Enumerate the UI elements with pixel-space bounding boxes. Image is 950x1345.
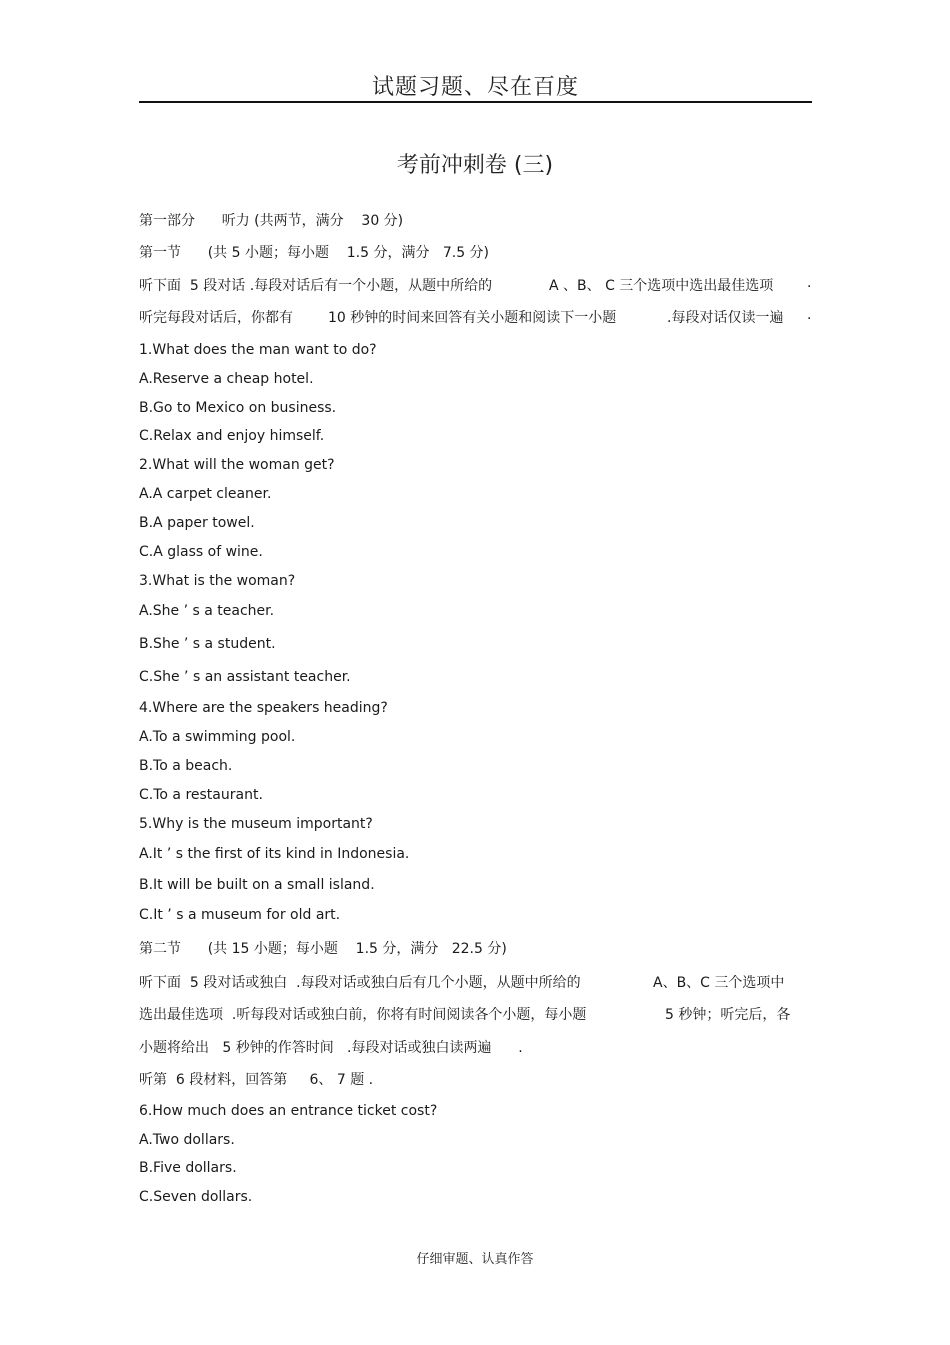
q1-option-a: A.Reserve a cheap hotel. [139, 371, 314, 387]
document-title: 考前冲刺卷 (三) [396, 153, 554, 178]
q1-option-b: B.Go to Mexico on business. [139, 400, 337, 416]
instruction-text: 5 秒钟；听完后，各 [665, 1007, 791, 1023]
instruction-text: 10 秒钟的时间来回答有关小题和阅读下一小题 [328, 310, 617, 326]
question-6: 6.How much does an entrance ticket cost? [139, 1103, 438, 1119]
instruction-text: 听完每段对话后，你都有 [139, 310, 293, 326]
section1-heading: 第一节 (共 5 小题；每小题 1.5 分，满分 7.5 分) [139, 245, 490, 261]
section2-instruction-line3: 小题将给出 5 秒钟的作答时间 .每段对话或独白读两遍 . [139, 1040, 523, 1056]
q3-option-c: C.She ’ s an assistant teacher. [139, 669, 351, 685]
q4-option-c: C.To a restaurant. [139, 787, 263, 803]
q2-option-c: C.A glass of wine. [139, 544, 263, 560]
q3-option-a: A.She ’ s a teacher. [139, 603, 275, 619]
page-footer: 仔细审题、认真作答 [416, 1252, 534, 1267]
q6-option-b: B.Five dollars. [139, 1160, 237, 1176]
question-4: 4.Where are the speakers heading? [139, 700, 388, 716]
question-1: 1.What does the man want to do? [139, 342, 377, 358]
instruction-text: 听下面 5 段对话 .每段对话后有一个小题，从题中所给的 [139, 278, 493, 294]
header-rule [139, 101, 812, 103]
question-5: 5.Why is the museum important? [139, 816, 373, 832]
q2-option-b: B.A paper towel. [139, 515, 255, 531]
page-header-title: 试题习题、尽在百度 [371, 75, 579, 100]
q5-option-c: C.It ’ s a museum for old art. [139, 907, 341, 923]
instruction-text: .每段对话仅读一遍 [667, 310, 784, 326]
instruction-text: . [807, 307, 812, 323]
instruction-text: . [807, 275, 812, 291]
q5-option-b: B.It will be built on a small island. [139, 877, 375, 893]
material-6-instruction: 听第 6 段材料，回答第 6、 7 题 . [139, 1072, 374, 1088]
part1-heading: 第一部分 听力 (共两节，满分 30 分) [139, 213, 404, 229]
q1-option-c: C.Relax and enjoy himself. [139, 428, 325, 444]
q6-option-c: C.Seven dollars. [139, 1189, 253, 1205]
q2-option-a: A.A carpet cleaner. [139, 486, 272, 502]
q4-option-a: A.To a swimming pool. [139, 729, 296, 745]
question-3: 3.What is the woman? [139, 573, 296, 589]
instruction-text: A 、B、 C 三个选项中选出最佳选项 [549, 278, 774, 294]
section2-heading: 第二节 (共 15 小题；每小题 1.5 分，满分 22.5 分) [139, 941, 507, 957]
q5-option-a: A.It ’ s the first of its kind in Indonesia. [139, 846, 410, 862]
instruction-text: 选出最佳选项 .听每段对话或独白前，你将有时间阅读各个小题，每小题 [139, 1007, 587, 1023]
q3-option-b: B.She ’ s a student. [139, 636, 276, 652]
question-2: 2.What will the woman get? [139, 457, 335, 473]
q6-option-a: A.Two dollars. [139, 1132, 235, 1148]
instruction-text: A、B、C 三个选项中 [653, 975, 785, 991]
q4-option-b: B.To a beach. [139, 758, 233, 774]
instruction-text: 听下面 5 段对话或独白 .每段对话或独白后有几个小题，从题中所给的 [139, 975, 581, 991]
